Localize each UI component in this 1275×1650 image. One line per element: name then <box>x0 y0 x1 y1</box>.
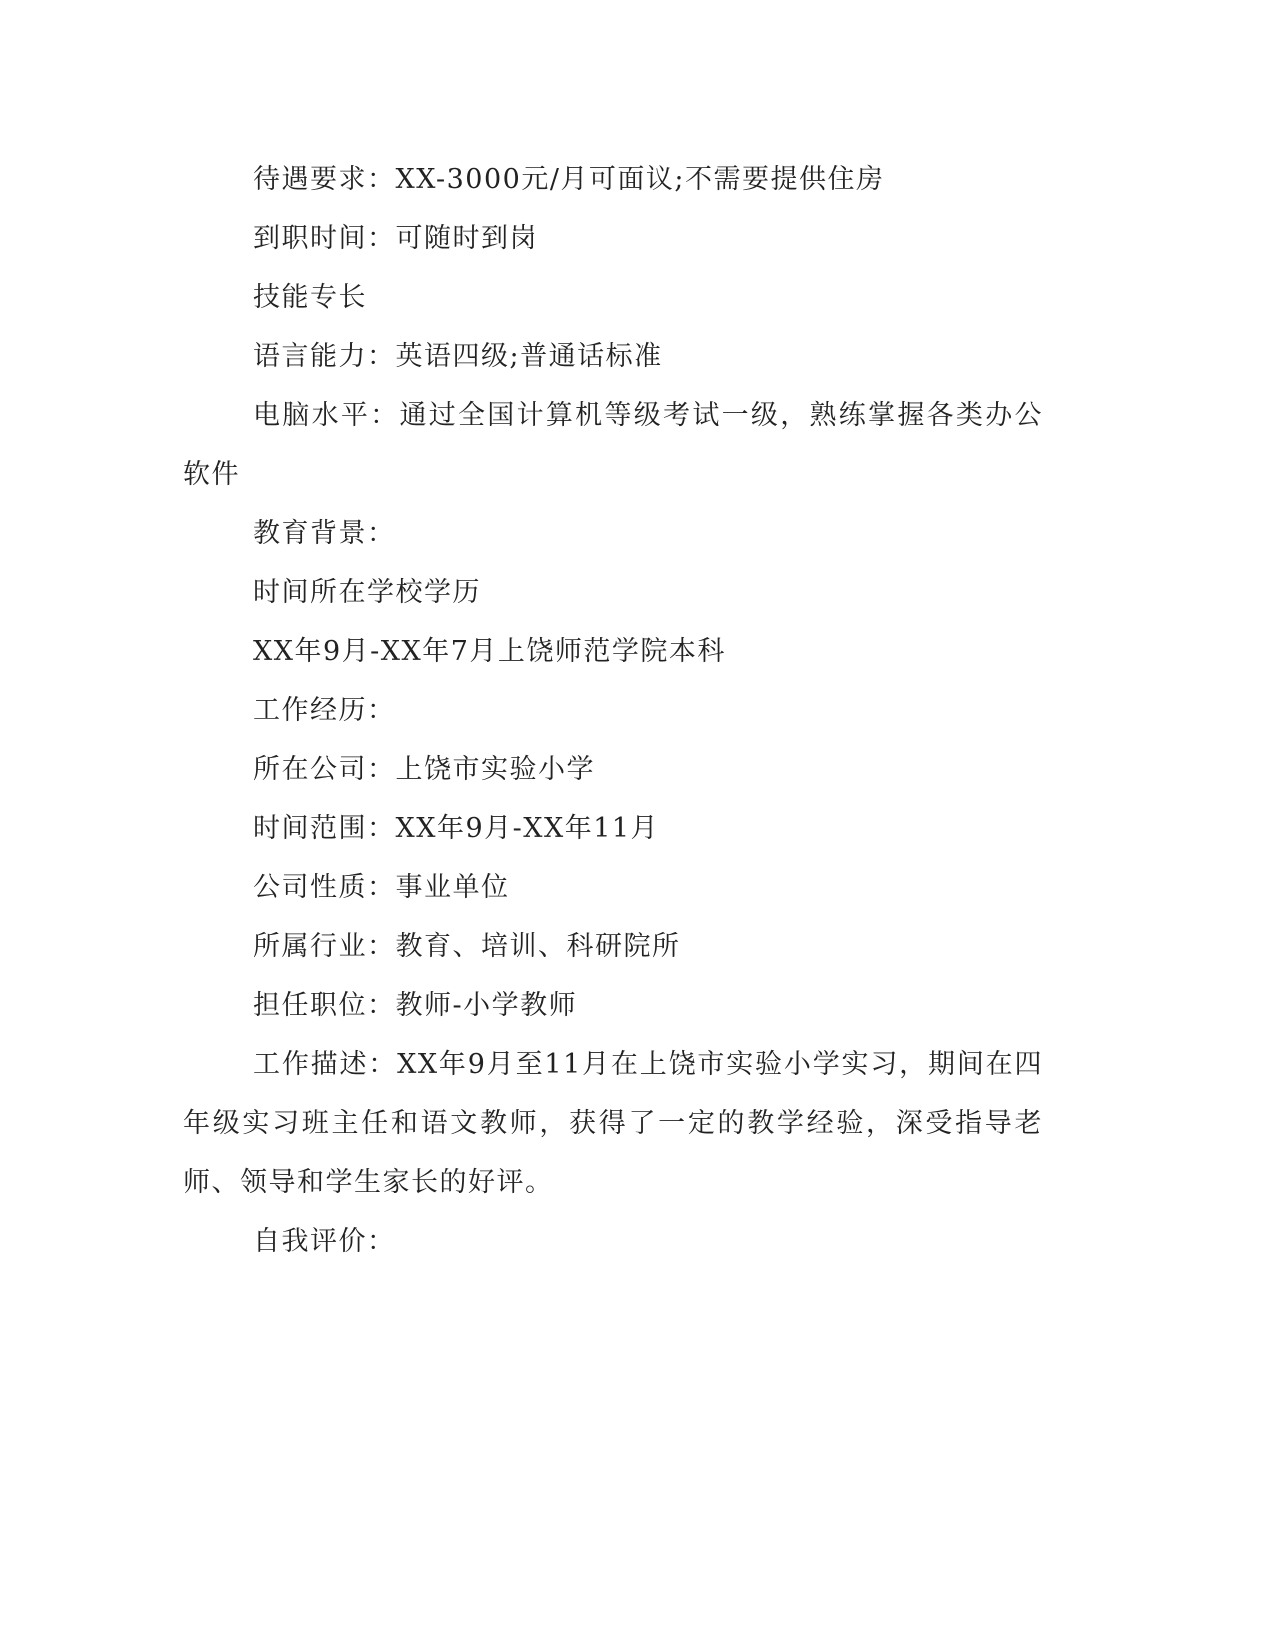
time-range: 时间范围：XX年9月-XX年11月 <box>253 813 660 844</box>
education-columns: 时间所在学校学历 <box>253 577 481 608</box>
start-date: 到职时间：可随时到岗 <box>253 223 538 254</box>
job-description: 工作描述：XX年9月至11月在上饶市实验小学实习，期间在四年级实习班主任和语文教师，获得了一定的教学经验，深受指导老师、领导和学生家长的好评。 <box>183 1049 1043 1198</box>
salary-requirement: 待遇要求：XX-3000元/月可面议;不需要提供住房 <box>253 164 885 195</box>
work-history-heading: 工作经历： <box>253 695 396 726</box>
education-heading: 教育背景： <box>253 518 396 549</box>
industry: 所属行业：教育、培训、科研院所 <box>253 931 681 962</box>
skills-heading: 技能专长 <box>253 282 367 313</box>
self-evaluation-heading: 自我评价： <box>253 1226 396 1257</box>
company-type: 公司性质：事业单位 <box>253 872 510 903</box>
position: 担任职位：教师-小学教师 <box>253 990 578 1021</box>
company-name: 所在公司：上饶市实验小学 <box>253 754 595 785</box>
language-ability: 语言能力：英语四级;普通话标准 <box>253 341 663 372</box>
computer-level: 电脑水平：通过全国计算机等级考试一级，熟练掌握各类办公软件 <box>183 400 1043 490</box>
document-body <box>183 150 1043 1271</box>
education-entry: XX年9月-XX年7月上饶师范学院本科 <box>253 636 726 667</box>
